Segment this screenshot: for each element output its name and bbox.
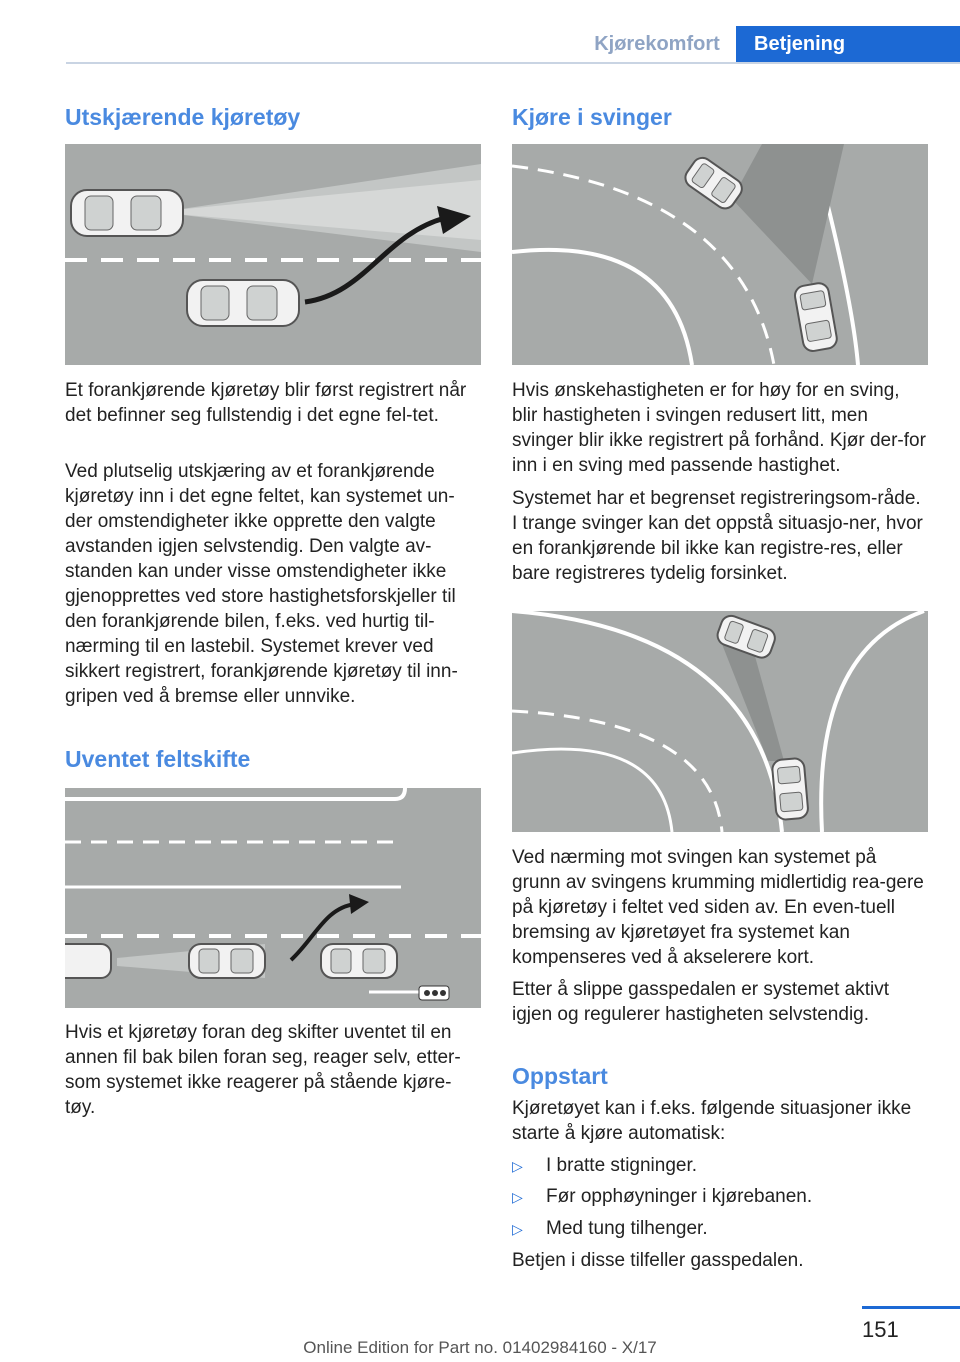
paragraph: Etter å slippe gasspedalen er systemet aktivt igjen og regulerer hastigheten selvstendig. bbox=[512, 979, 890, 1025]
paragraph: Systemet har et begrenset registreringsom-råde. I trange svinger kan det oppstå situasjo-ner, hvor en forankjørende bil ikke kan registre-res, eller bare registreres tydelig forsinket. bbox=[512, 488, 923, 584]
car-icon bbox=[65, 944, 111, 978]
car-icon bbox=[772, 758, 809, 821]
paragraph: Ved plutselig utskjæring av et forankjørende kjøretøy inn i det egne feltet, kan systemet un-der omstendigheter ikke opprette den valgte avstanden igjen selvstendig. Den valgte av-standen kan under visse omstendigheter ikke gjenopprettes ved store hastighetsforskjeller til den forankjørende bilen, f.eks. ved hurtig til-nærming til en lastebil. Systemet krever ved sikkert registrert, forankjørende kjøretøy til inn-gripen ved å bremse eller unnvike. bbox=[65, 461, 458, 707]
bullet-triangle-icon: ▷ bbox=[512, 1189, 523, 1205]
paragraph: Hvis et kjøretøy foran deg skifter uventet til en annen fil bak bilen foran seg, reager selv, etter-som systemet ikke reagerer på stående kjøre-tøy. bbox=[65, 1022, 461, 1118]
header-chapter-tab: Betjening bbox=[736, 26, 960, 62]
heading-uventet-feltskifte: Uventet feltskifte bbox=[65, 746, 251, 772]
bullet-triangle-icon: ▷ bbox=[512, 1221, 523, 1237]
list-item bbox=[512, 1184, 812, 1210]
paragraph: Hvis ønskehastigheten er for høy for en sving, blir hastigheten i svingen redusert litt, men svinger blir ikke registrert på forhånd. Kjør der-for inn i en sving med passende hastighet. bbox=[512, 380, 926, 476]
list-item-text: I bratte stigninger. bbox=[546, 1155, 698, 1176]
car-icon bbox=[187, 280, 299, 326]
heading-kjore-i-svinger: Kjøre i svinger bbox=[512, 104, 672, 130]
car-icon bbox=[189, 944, 265, 978]
paragraph: Ved nærming mot svingen kan systemet på grunn av svingens krumming midlertidig rea-gere på kjøretøy i feltet ved siden av. En even-tuell bremsing av kjøretøyet fra systemet kan kompenseres ved å akselerere kort. bbox=[512, 847, 924, 968]
figure-curve-2 bbox=[512, 611, 928, 832]
paragraph: Kjøretøyet kan i f.eks. følgende situasjoner ikke starte å kjøre automatisk: bbox=[512, 1098, 912, 1144]
footer-edition: Online Edition for Part no. 01402984160 - X/17 bbox=[303, 1338, 657, 1357]
paragraph: Et forankjørende kjøretøy blir først registrert når det befinner seg fullstendig i det egne fel-tet. bbox=[65, 380, 467, 426]
page-number: 151 bbox=[862, 1317, 899, 1342]
list-item-text: Før opphøyninger i kjørebanen. bbox=[546, 1186, 813, 1207]
header-section-tab: Kjørekomfort bbox=[594, 32, 720, 55]
list-item-text: Med tung tilhenger. bbox=[546, 1218, 708, 1239]
figure-lane-change bbox=[65, 788, 481, 1008]
car-icon bbox=[71, 190, 183, 236]
list-item bbox=[512, 1153, 697, 1179]
figure-curve-1 bbox=[512, 144, 928, 365]
heading-oppstart: Oppstart bbox=[512, 1063, 608, 1089]
list-item bbox=[512, 1216, 708, 1242]
car-icon bbox=[321, 944, 397, 978]
paragraph: Betjen i disse tilfeller gasspedalen. bbox=[512, 1250, 804, 1271]
page-number-rule bbox=[862, 1306, 960, 1309]
heading-utskjaerende: Utskjærende kjøretøy bbox=[65, 104, 301, 130]
bullet-triangle-icon: ▷ bbox=[512, 1158, 523, 1174]
figure-cut-in bbox=[65, 144, 481, 365]
header-rule bbox=[66, 62, 960, 64]
